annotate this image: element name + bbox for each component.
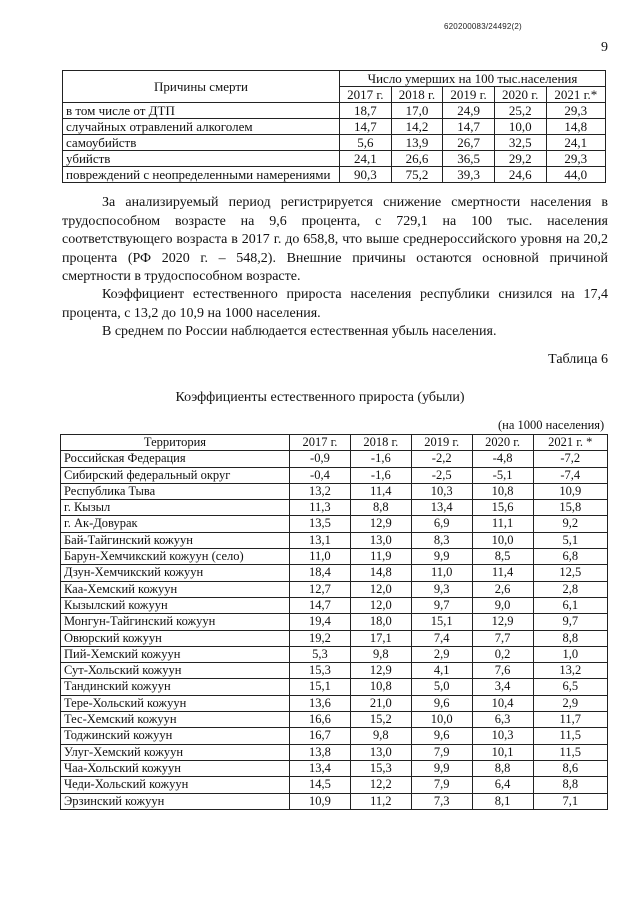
row-label: Тандинский кожуун	[61, 679, 290, 695]
value-cell: 13,4	[290, 760, 351, 776]
value-cell: 24,1	[340, 151, 392, 167]
paragraph-growth-coefficient: Коэффициент естественного прироста населения республики снизился на 17,4 процента, с 13,2 до 10,9 на 1000 населения.	[62, 287, 608, 321]
value-cell: 7,1	[533, 793, 608, 809]
year-header: 2021 г. *	[533, 435, 608, 451]
value-cell: 7,3	[411, 793, 472, 809]
value-cell: 11,0	[290, 549, 351, 565]
row-label: самоубийств	[63, 135, 340, 151]
value-cell: 16,7	[290, 728, 351, 744]
value-cell: 15,6	[472, 500, 533, 516]
value-cell: 7,9	[411, 777, 472, 793]
value-cell: -7,4	[533, 467, 608, 483]
row-label: случайных отравлений алкоголем	[63, 119, 340, 135]
value-cell: 11,9	[350, 549, 411, 565]
death-causes-table	[62, 70, 606, 183]
value-cell: 13,9	[391, 135, 443, 151]
value-cell: 9,9	[411, 549, 472, 565]
row-label: Тере-Хольский кожуун	[61, 695, 290, 711]
row-label: Республика Тыва	[61, 483, 290, 499]
deaths-group-header: Число умерших на 100 тыс.населения	[340, 71, 606, 87]
value-cell: 6,1	[533, 597, 608, 613]
value-cell: 10,3	[411, 483, 472, 499]
row-label: Кызылский кожуун	[61, 597, 290, 613]
value-cell: 7,7	[472, 630, 533, 646]
year-header: 2018 г.	[391, 87, 443, 103]
value-cell: 9,2	[533, 516, 608, 532]
row-label: Чеди-Хольский кожуун	[61, 777, 290, 793]
value-cell: 18,0	[350, 614, 411, 630]
cause-row	[63, 103, 606, 119]
row-label: Сут-Хольский кожуун	[61, 663, 290, 679]
value-cell: 4,1	[411, 663, 472, 679]
value-cell: 9,8	[350, 646, 411, 662]
value-cell: 9,6	[411, 695, 472, 711]
value-cell: 8,8	[472, 760, 533, 776]
value-cell: 14,7	[443, 119, 495, 135]
territory-row	[61, 500, 608, 516]
value-cell: 12,9	[350, 516, 411, 532]
row-label: повреждений с неопределенными намерениями	[63, 167, 340, 183]
value-cell: 10,3	[472, 728, 533, 744]
row-label: Каа-Хемский кожуун	[61, 581, 290, 597]
value-cell: 5,3	[290, 646, 351, 662]
row-label: Барун-Хемчикский кожуун (село)	[61, 549, 290, 565]
value-cell: 19,2	[290, 630, 351, 646]
row-label: Тес-Хемский кожуун	[61, 712, 290, 728]
value-cell: 18,7	[340, 103, 392, 119]
value-cell: 14,8	[546, 119, 605, 135]
row-label: Овюрский кожуун	[61, 630, 290, 646]
value-cell: 2,9	[411, 646, 472, 662]
paragraph-mortality: За анализируемый период регистрируется снижение смертности населения в трудоспособном возрасте на 9,6 процента, с 729,1 на 100 тыс. населения соответствующего возраста в 2017 г. до 658,8, что выше среднероссийского уровня на 20,2 процента (РФ 2020 г. – 548,2). Внешние причины остаются основной причиной смертности в трудоспособном возрасте.	[62, 195, 608, 284]
value-cell: 6,3	[472, 712, 533, 728]
value-cell: 14,7	[290, 597, 351, 613]
territory-row	[61, 532, 608, 548]
value-cell: 5,1	[533, 532, 608, 548]
value-cell: 13,6	[290, 695, 351, 711]
value-cell: 13,4	[411, 500, 472, 516]
value-cell: 7,6	[472, 663, 533, 679]
natural-growth-body	[61, 451, 608, 810]
value-cell: -0,9	[290, 451, 351, 467]
value-cell: 13,0	[350, 744, 411, 760]
value-cell: 11,4	[350, 483, 411, 499]
year-header: 2021 г.*	[546, 87, 605, 103]
value-cell: 17,0	[391, 103, 443, 119]
value-cell: 2,9	[533, 695, 608, 711]
cause-row	[63, 167, 606, 183]
value-cell: 15,2	[350, 712, 411, 728]
value-cell: 15,8	[533, 500, 608, 516]
territory-row	[61, 793, 608, 809]
value-cell: 14,5	[290, 777, 351, 793]
value-cell: 17,1	[350, 630, 411, 646]
value-cell: 14,2	[391, 119, 443, 135]
document-id: 620200083/24492(2)	[444, 22, 522, 31]
value-cell: 9,9	[411, 760, 472, 776]
value-cell: 12,7	[290, 581, 351, 597]
cause-row	[63, 119, 606, 135]
row-label: Российская Федерация	[61, 451, 290, 467]
row-label: Эрзинский кожуун	[61, 793, 290, 809]
value-cell: 9,3	[411, 581, 472, 597]
value-cell: 19,4	[290, 614, 351, 630]
value-cell: 13,2	[533, 663, 608, 679]
value-cell: 5,6	[340, 135, 392, 151]
death-causes-body	[63, 103, 606, 183]
value-cell: 24,9	[443, 103, 495, 119]
value-cell: 13,5	[290, 516, 351, 532]
value-cell: 8,8	[350, 500, 411, 516]
territory-row	[61, 712, 608, 728]
value-cell: 13,1	[290, 532, 351, 548]
value-cell: 3,4	[472, 679, 533, 695]
value-cell: 44,0	[546, 167, 605, 183]
value-cell: 12,0	[350, 597, 411, 613]
row-label: Пий-Хемский кожуун	[61, 646, 290, 662]
territory-row	[61, 646, 608, 662]
territory-row	[61, 777, 608, 793]
value-cell: -4,8	[472, 451, 533, 467]
year-header: 2020 г.	[472, 435, 533, 451]
cause-column-header: Причины смерти	[63, 71, 340, 103]
value-cell: 9,7	[533, 614, 608, 630]
value-cell: 8,6	[533, 760, 608, 776]
value-cell: 14,8	[350, 565, 411, 581]
value-cell: 15,1	[290, 679, 351, 695]
value-cell: -7,2	[533, 451, 608, 467]
value-cell: 10,8	[472, 483, 533, 499]
year-header: 2019 г.	[443, 87, 495, 103]
page-number: 9	[601, 40, 608, 55]
row-label: в том числе от ДТП	[63, 103, 340, 119]
row-label: Улуг-Хемский кожуун	[61, 744, 290, 760]
territory-row	[61, 565, 608, 581]
year-header: 2020 г.	[494, 87, 546, 103]
value-cell: 12,2	[350, 777, 411, 793]
value-cell: -5,1	[472, 467, 533, 483]
table-unit: (на 1000 населения)	[498, 418, 605, 432]
value-cell: 29,3	[546, 151, 605, 167]
value-cell: 11,3	[290, 500, 351, 516]
cause-row	[63, 151, 606, 167]
cause-row	[63, 135, 606, 151]
row-label: Чаа-Хольский кожуун	[61, 760, 290, 776]
value-cell: -1,6	[350, 451, 411, 467]
value-cell: 36,5	[443, 151, 495, 167]
value-cell: 10,8	[350, 679, 411, 695]
value-cell: 10,0	[411, 712, 472, 728]
row-label: Дзун-Хемчикский кожуун	[61, 565, 290, 581]
territory-column-header: Территория	[61, 435, 290, 451]
value-cell: 8,8	[533, 777, 608, 793]
value-cell: 29,2	[494, 151, 546, 167]
territory-row	[61, 467, 608, 483]
value-cell: 8,8	[533, 630, 608, 646]
value-cell: 7,4	[411, 630, 472, 646]
value-cell: 10,4	[472, 695, 533, 711]
value-cell: 18,4	[290, 565, 351, 581]
territory-row	[61, 760, 608, 776]
value-cell: 7,9	[411, 744, 472, 760]
value-cell: 39,3	[443, 167, 495, 183]
territory-row	[61, 483, 608, 499]
value-cell: 2,6	[472, 581, 533, 597]
value-cell: 8,3	[411, 532, 472, 548]
value-cell: 26,7	[443, 135, 495, 151]
value-cell: 1,0	[533, 646, 608, 662]
value-cell: 9,6	[411, 728, 472, 744]
row-label: Бай-Тайгинский кожуун	[61, 532, 290, 548]
value-cell: 29,3	[546, 103, 605, 119]
year-header: 2017 г.	[340, 87, 392, 103]
territory-row	[61, 728, 608, 744]
value-cell: 11,1	[472, 516, 533, 532]
value-cell: 11,0	[411, 565, 472, 581]
value-cell: 14,7	[340, 119, 392, 135]
value-cell: 8,1	[472, 793, 533, 809]
value-cell: 10,9	[533, 483, 608, 499]
value-cell: 15,3	[290, 663, 351, 679]
territory-row	[61, 597, 608, 613]
value-cell: 32,5	[494, 135, 546, 151]
value-cell: 6,5	[533, 679, 608, 695]
value-cell: 6,4	[472, 777, 533, 793]
territory-row	[61, 549, 608, 565]
territory-row	[61, 581, 608, 597]
value-cell: 11,4	[472, 565, 533, 581]
territory-row	[61, 516, 608, 532]
value-cell: 12,9	[350, 663, 411, 679]
value-cell: 12,9	[472, 614, 533, 630]
year-header: 2017 г.	[290, 435, 351, 451]
value-cell: 2,8	[533, 581, 608, 597]
paragraph-russia-average: В среднем по России наблюдается естественная убыль населения.	[102, 324, 497, 339]
value-cell: -0,4	[290, 467, 351, 483]
territory-row	[61, 451, 608, 467]
value-cell: 15,3	[350, 760, 411, 776]
value-cell: 5,0	[411, 679, 472, 695]
value-cell: 11,5	[533, 728, 608, 744]
natural-growth-table	[60, 434, 608, 810]
value-cell: 15,1	[411, 614, 472, 630]
value-cell: 6,8	[533, 549, 608, 565]
territory-row	[61, 695, 608, 711]
value-cell: 9,7	[411, 597, 472, 613]
value-cell: 13,8	[290, 744, 351, 760]
value-cell: 6,9	[411, 516, 472, 532]
row-label: г. Кызыл	[61, 500, 290, 516]
value-cell: 24,6	[494, 167, 546, 183]
table-label: Таблица 6	[548, 352, 608, 367]
value-cell: 11,5	[533, 744, 608, 760]
value-cell: 90,3	[340, 167, 392, 183]
year-header: 2018 г.	[350, 435, 411, 451]
value-cell: -2,5	[411, 467, 472, 483]
year-header: 2019 г.	[411, 435, 472, 451]
row-label: убийств	[63, 151, 340, 167]
value-cell: 9,8	[350, 728, 411, 744]
territory-row	[61, 744, 608, 760]
value-cell: 11,7	[533, 712, 608, 728]
row-label: Монгун-Тайгинский кожуун	[61, 614, 290, 630]
value-cell: 13,0	[350, 532, 411, 548]
value-cell: 12,5	[533, 565, 608, 581]
value-cell: 26,6	[391, 151, 443, 167]
value-cell: 10,0	[472, 532, 533, 548]
value-cell: 13,2	[290, 483, 351, 499]
row-label: г. Ак-Довурак	[61, 516, 290, 532]
row-label: Сибирский федеральный округ	[61, 467, 290, 483]
territory-row	[61, 630, 608, 646]
value-cell: 11,2	[350, 793, 411, 809]
territory-row	[61, 663, 608, 679]
territory-row	[61, 679, 608, 695]
row-label: Тоджинский кожуун	[61, 728, 290, 744]
value-cell: 10,1	[472, 744, 533, 760]
value-cell: 75,2	[391, 167, 443, 183]
value-cell: 9,0	[472, 597, 533, 613]
value-cell: 16,6	[290, 712, 351, 728]
value-cell: 10,9	[290, 793, 351, 809]
value-cell: 21,0	[350, 695, 411, 711]
table-title: Коэффициенты естественного прироста (убыли)	[175, 390, 465, 405]
value-cell: -2,2	[411, 451, 472, 467]
value-cell: 24,1	[546, 135, 605, 151]
value-cell: 8,5	[472, 549, 533, 565]
value-cell: 12,0	[350, 581, 411, 597]
value-cell: 25,2	[494, 103, 546, 119]
territory-row	[61, 614, 608, 630]
value-cell: 0,2	[472, 646, 533, 662]
value-cell: 10,0	[494, 119, 546, 135]
value-cell: -1,6	[350, 467, 411, 483]
